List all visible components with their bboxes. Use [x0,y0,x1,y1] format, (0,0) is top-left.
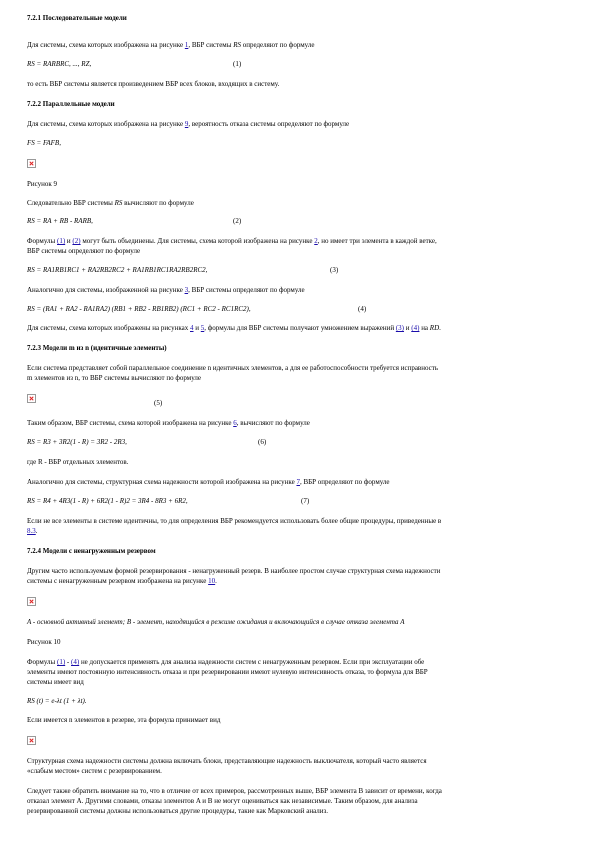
paragraph: Для системы, схема которых изображена на рисунке 9, вероятность отказа системы определяют по формуле [27,120,350,128]
paragraph-line: Следует также обратить внимание на то, что в отличие от всех примеров, рассмотренных выше, ВБР элемента B зависит от времени, когда [27,787,442,795]
paragraph-line: «слабым местом» систем с резервированием. [27,767,162,775]
figure-caption: Рисунок 10 [27,638,61,646]
section-heading-723: 7.2.3 Модели m из n (идентичные элементы) [27,344,167,352]
figure-link[interactable]: 7 [296,478,300,486]
figure-link[interactable]: 6 [233,419,237,427]
paragraph: то есть ВБР системы является произведением ВБР всех блоков, входящих в систему. [27,80,280,88]
formula-number: (7) [301,497,310,505]
paragraph-line: резервированной системы должны использоваться другие процедуры, такие как Марковский анализ. [27,807,329,815]
figure-link[interactable]: 3 [184,286,189,294]
paragraph-line: Структурная схема надежности системы должна включать блоки, представляющие надежность выключателя, который часто является [27,757,427,765]
paragraph: Следовательно ВБР системы RS вычисляют по формуле [27,199,194,207]
section-heading-721: 7.2.1 Последовательные модели [27,14,127,22]
figure-link[interactable]: 2 [314,237,318,245]
paragraph: Аналогично для системы, изображенной на рисунке 3, ВБР системы определяют по формуле [27,286,305,294]
formula-6: RS = R3 + 3R2(1 - R) = 3R2 - 2R3, [27,438,127,446]
figure-link[interactable]: 10 [208,577,216,585]
formula-link[interactable]: (4) [71,658,80,666]
formula-link[interactable]: (2) [72,237,81,245]
figure-caption: Рисунок 9 [27,180,58,188]
paragraph-line: ВБР системы определяют по формуле [27,247,141,255]
paragraph-line: элементы имеют постоянную интенсивность отказа и при резервировании имеют нулевую интенсивность отказа, то формула для ВБР [27,668,428,676]
figure-link[interactable]: 9 [184,120,189,128]
formula-number: (2) [233,217,242,225]
formula-8: RS (t) = e-λt (1 + λt). [27,697,87,705]
section-heading-724: 7.2.4 Модели с ненагруженным резервом [27,547,156,555]
section-heading-722: 7.2.2 Параллельные модели [27,100,115,108]
formula-fs: FS = FAFB, [27,139,61,147]
formula-2: RS = RA + RB - RARB, [27,217,93,225]
paragraph-line: 8.3. [27,527,38,535]
formula-7: RS = R4 + 4R3(1 - R) + 6R2(1 - R)2 = 3R4 - 8R3 + 6R2, [27,497,188,505]
section-link[interactable]: 8.3 [27,527,36,535]
broken-image-icon [27,159,36,168]
paragraph: Формулы (1) - (4) не допускается применять для анализа надежности систем с ненагруженным резервом. Если при эксплуатации обе [27,658,425,666]
formula-1: RS = RARBRC, ..., RZ, [27,60,92,68]
formula-4: RS = (RA1 + RA2 - RA1RA2) (RB1 + RB2 - RB1RB2) (RC1 + RC2 - RC1RC2), [27,305,251,313]
paragraph: где R - ВБР отдельных элементов. [27,458,129,466]
paragraph: Если имеется n элементов в резерве, эта формула принимает вид [27,716,221,724]
paragraph: Формулы (1) и (2) могут быть объединены. Для системы, схема которой изображена на рисунке 2, но имеет три элемента в каждой ветке, [27,237,437,245]
formula-number: (5) [154,399,163,407]
figure-link[interactable]: 1 [184,41,189,49]
figure-legend: A - основной активный элемент; B - элемент, находящийся в режиме ожидания и включающийся в случае отказа элемента A [27,618,405,626]
paragraph-line: системы имеет вид [27,678,84,686]
paragraph: Таким образом, ВБР системы, схема которой изображена на рисунке 6, вычисляют по формуле [27,419,310,427]
paragraph-line: Другим часто используемым формой резервирования - ненагруженный резерв. В наиболее простом случае структурная схема надежности [27,567,441,575]
broken-image-icon [27,597,36,606]
formula-link[interactable]: (4) [411,324,420,332]
formula-link[interactable]: (3) [395,324,405,332]
paragraph-line: Если не все элементы в системе идентичны, то для определения ВБР рекомендуется использовать более общие процедуры, приведенные в [27,517,442,525]
figure-link[interactable]: 5 [200,324,205,332]
paragraph-line: отказал элемент A. Другими словами, отказы элементов A и B не могут оцениваться как независимые. Таким образом, для анализа [27,797,418,805]
formula-number: (6) [258,438,267,446]
broken-image-icon [27,736,36,745]
paragraph: Для системы, схема которых изображены на рисунках 4 и 5, формулы для ВБР системы получают умножением выражений (3) и (4) на RD. [27,324,441,332]
paragraph: Аналогично для системы, структурная схема надежности которой изображена на рисунке 7, ВБР определяют по формуле [27,478,390,486]
paragraph-line: Если система представляет собой параллельное соединение n идентичных элементов, а для ее работоспособности требуется исправность [27,364,439,372]
paragraph-line: m элементов из n, то ВБР системы вычисляют по формуле [27,374,201,382]
formula-3: RS = RA1RB1RC1 + RA2RB2RC2 + RA1RB1RC1RA2RB2RC2, [27,266,208,274]
broken-image-icon [27,394,36,403]
paragraph-line: системы с ненагруженным резервом изображена на рисунке 10. [27,577,217,585]
formula-link[interactable]: (1) [57,658,66,666]
formula-number: (4) [358,305,367,313]
figure-link[interactable]: 4 [190,324,194,332]
formula-number: (1) [233,60,242,68]
formula-number: (3) [330,266,339,274]
paragraph: Для системы, схема которых изображена на рисунке 1, ВБР системы RS определяют по формуле [27,41,315,49]
formula-link[interactable]: (1) [57,237,66,245]
